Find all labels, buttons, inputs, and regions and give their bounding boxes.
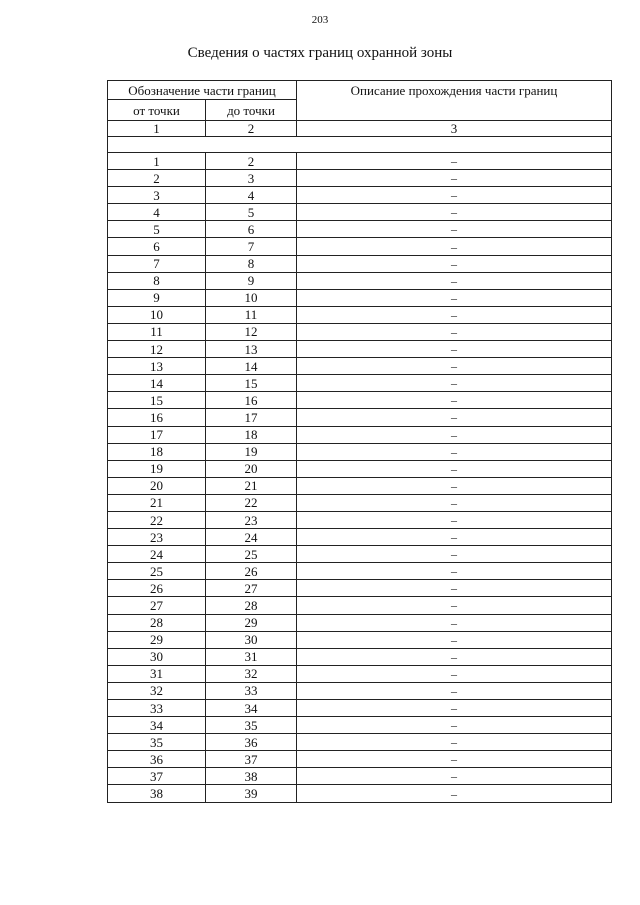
- cell-from-point: 9: [108, 289, 206, 306]
- page-number: 203: [311, 14, 329, 26]
- table-row: [108, 529, 612, 546]
- cell-to-point: 35: [206, 717, 297, 734]
- cell-to-point: 37: [206, 751, 297, 768]
- cell-description: –: [297, 426, 612, 443]
- cell-from-point: 3: [108, 187, 206, 204]
- cell-description: –: [297, 392, 612, 409]
- cell-description: –: [297, 375, 612, 392]
- cell-from-point: 18: [108, 443, 206, 460]
- table-row: [108, 153, 612, 170]
- table-row: [108, 477, 612, 494]
- cell-description: –: [297, 187, 612, 204]
- cell-to-point: 21: [206, 477, 297, 494]
- cell-description: –: [297, 153, 612, 170]
- cell-description: –: [297, 170, 612, 187]
- cell-from-point: 23: [108, 529, 206, 546]
- cell-description: –: [297, 204, 612, 221]
- cell-description: –: [297, 323, 612, 340]
- cell-description: –: [297, 648, 612, 665]
- header-description: Описание прохождения части границ: [297, 81, 612, 121]
- cell-to-point: 38: [206, 768, 297, 785]
- table-row: [108, 546, 612, 563]
- cell-description: –: [297, 460, 612, 477]
- cell-description: –: [297, 255, 612, 272]
- cell-from-point: 21: [108, 494, 206, 511]
- column-number: 2: [206, 121, 297, 137]
- table-row: [108, 665, 612, 682]
- cell-description: –: [297, 751, 612, 768]
- cell-description: –: [297, 768, 612, 785]
- cell-from-point: 31: [108, 665, 206, 682]
- cell-to-point: 20: [206, 460, 297, 477]
- cell-from-point: 33: [108, 700, 206, 717]
- cell-to-point: 28: [206, 597, 297, 614]
- cell-to-point: 33: [206, 682, 297, 699]
- cell-from-point: 10: [108, 306, 206, 323]
- cell-from-point: 13: [108, 358, 206, 375]
- table-row: [108, 460, 612, 477]
- table-row: [108, 375, 612, 392]
- cell-description: –: [297, 700, 612, 717]
- cell-to-point: 5: [206, 204, 297, 221]
- cell-from-point: 14: [108, 375, 206, 392]
- cell-to-point: 11: [206, 306, 297, 323]
- cell-from-point: 2: [108, 170, 206, 187]
- cell-description: –: [297, 563, 612, 580]
- cell-to-point: 14: [206, 358, 297, 375]
- column-number: 3: [297, 121, 612, 137]
- cell-from-point: 4: [108, 204, 206, 221]
- cell-to-point: 19: [206, 443, 297, 460]
- table-row: [108, 717, 612, 734]
- cell-from-point: 34: [108, 717, 206, 734]
- cell-from-point: 12: [108, 341, 206, 358]
- cell-description: –: [297, 443, 612, 460]
- cell-to-point: 39: [206, 785, 297, 802]
- cell-to-point: 3: [206, 170, 297, 187]
- cell-to-point: 6: [206, 221, 297, 238]
- cell-description: –: [297, 238, 612, 255]
- cell-description: –: [297, 341, 612, 358]
- table-row: [108, 443, 612, 460]
- cell-description: –: [297, 494, 612, 511]
- cell-from-point: 28: [108, 614, 206, 631]
- cell-from-point: 17: [108, 426, 206, 443]
- cell-from-point: 5: [108, 221, 206, 238]
- cell-description: –: [297, 580, 612, 597]
- cell-to-point: 31: [206, 648, 297, 665]
- cell-from-point: 19: [108, 460, 206, 477]
- cell-from-point: 25: [108, 563, 206, 580]
- table-row: [108, 768, 612, 785]
- cell-to-point: 25: [206, 546, 297, 563]
- cell-from-point: 8: [108, 272, 206, 289]
- cell-from-point: 11: [108, 323, 206, 340]
- cell-from-point: 1: [108, 153, 206, 170]
- cell-description: –: [297, 717, 612, 734]
- cell-description: –: [297, 477, 612, 494]
- table-row: [108, 494, 612, 511]
- table-row: [108, 734, 612, 751]
- cell-from-point: 35: [108, 734, 206, 751]
- table-row: [108, 597, 612, 614]
- table-row: [108, 323, 612, 340]
- cell-to-point: 34: [206, 700, 297, 717]
- table-row: [108, 341, 612, 358]
- table-row: [108, 221, 612, 238]
- cell-to-point: 16: [206, 392, 297, 409]
- table-row: [108, 272, 612, 289]
- cell-description: –: [297, 529, 612, 546]
- cell-from-point: 6: [108, 238, 206, 255]
- cell-to-point: 4: [206, 187, 297, 204]
- cell-from-point: 37: [108, 768, 206, 785]
- cell-description: –: [297, 511, 612, 528]
- page-title: Сведения о частях границ охранной зоны: [187, 45, 453, 61]
- blank-cell: [108, 137, 612, 153]
- cell-to-point: 32: [206, 665, 297, 682]
- table-row: [108, 580, 612, 597]
- table-row: [108, 170, 612, 187]
- cell-to-point: 36: [206, 734, 297, 751]
- cell-to-point: 2: [206, 153, 297, 170]
- cell-from-point: 29: [108, 631, 206, 648]
- table-row: [108, 358, 612, 375]
- table-row: [108, 614, 612, 631]
- cell-description: –: [297, 306, 612, 323]
- table-row: [108, 426, 612, 443]
- cell-to-point: 9: [206, 272, 297, 289]
- table-row: [108, 392, 612, 409]
- cell-description: –: [297, 785, 612, 802]
- cell-description: –: [297, 546, 612, 563]
- boundary-table: [107, 80, 612, 803]
- cell-to-point: 22: [206, 494, 297, 511]
- column-number: 1: [108, 121, 206, 137]
- cell-to-point: 27: [206, 580, 297, 597]
- cell-from-point: 38: [108, 785, 206, 802]
- table-row: [108, 204, 612, 221]
- table-row: [108, 289, 612, 306]
- table-row: [108, 751, 612, 768]
- cell-to-point: 30: [206, 631, 297, 648]
- header-boundary-designation: Обозначение части границ: [108, 81, 297, 100]
- cell-to-point: 29: [206, 614, 297, 631]
- cell-from-point: 15: [108, 392, 206, 409]
- column-number-row: [108, 121, 612, 137]
- cell-to-point: 8: [206, 255, 297, 272]
- header-from-point: от точки: [108, 100, 206, 121]
- cell-from-point: 16: [108, 409, 206, 426]
- cell-from-point: 7: [108, 255, 206, 272]
- cell-to-point: 15: [206, 375, 297, 392]
- cell-from-point: 32: [108, 682, 206, 699]
- table-row: [108, 785, 612, 802]
- cell-to-point: 26: [206, 563, 297, 580]
- cell-from-point: 22: [108, 511, 206, 528]
- cell-from-point: 30: [108, 648, 206, 665]
- table-row: [108, 255, 612, 272]
- cell-description: –: [297, 614, 612, 631]
- table-row: [108, 238, 612, 255]
- cell-description: –: [297, 272, 612, 289]
- cell-to-point: 7: [206, 238, 297, 255]
- cell-to-point: 12: [206, 323, 297, 340]
- cell-description: –: [297, 682, 612, 699]
- cell-from-point: 24: [108, 546, 206, 563]
- cell-description: –: [297, 289, 612, 306]
- table-row: [108, 648, 612, 665]
- cell-from-point: 27: [108, 597, 206, 614]
- cell-from-point: 20: [108, 477, 206, 494]
- table-row: [108, 409, 612, 426]
- cell-from-point: 26: [108, 580, 206, 597]
- table-row: [108, 306, 612, 323]
- cell-from-point: 36: [108, 751, 206, 768]
- cell-to-point: 23: [206, 511, 297, 528]
- table-row: [108, 631, 612, 648]
- cell-description: –: [297, 734, 612, 751]
- cell-description: –: [297, 409, 612, 426]
- table-row: [108, 700, 612, 717]
- cell-to-point: 18: [206, 426, 297, 443]
- cell-to-point: 13: [206, 341, 297, 358]
- cell-description: –: [297, 358, 612, 375]
- table-row: [108, 187, 612, 204]
- cell-to-point: 17: [206, 409, 297, 426]
- table-blank-row: [108, 137, 612, 153]
- cell-description: –: [297, 665, 612, 682]
- table-row: [108, 563, 612, 580]
- cell-description: –: [297, 631, 612, 648]
- header-to-point: до точки: [206, 100, 297, 121]
- table-row: [108, 682, 612, 699]
- cell-description: –: [297, 221, 612, 238]
- table-row: [108, 511, 612, 528]
- table-header-row: [108, 81, 612, 100]
- cell-description: –: [297, 597, 612, 614]
- cell-to-point: 10: [206, 289, 297, 306]
- cell-to-point: 24: [206, 529, 297, 546]
